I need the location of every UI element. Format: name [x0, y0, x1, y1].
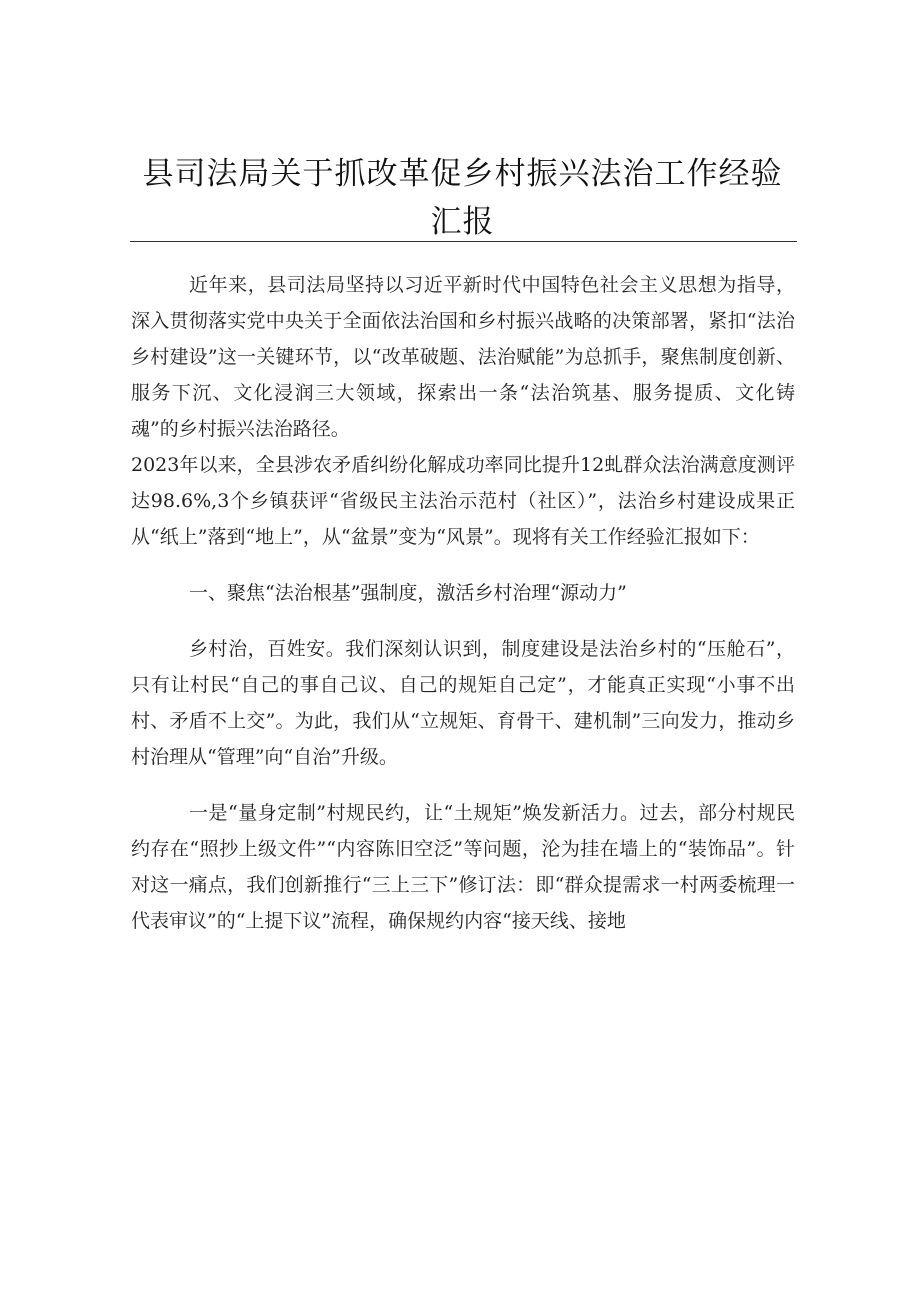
document-title: 县司法局关于抓改革促乡村振兴法治工作经验汇报 — [142, 156, 783, 240]
point-1-paragraph: 一是“量身定制”村规民约，让“土规矩”焕发新活力。过去，部分村规民约存在“照抄上级文件”“内容陈旧空泛”等问题，沦为挂在墙上的“装饰品”。针对这一痛点，我们创新推行“三上三下”修订法：即“群众提需求一村两委梳理一代表审议”的“上提下议”流程，确保规约内容“接天线、接地 — [131, 802, 795, 932]
section-1-paragraph: 乡村治，百姓安。我们深刻认识到，制度建设是法治乡村的“压舱石”，只有让村民“自己的事自己议、自己的规矩自己定”，才能真正实现“小事不出村、矛盾不上交”。为此，我们从“立规矩、育骨干、建机制”三向发力，推动乡村治理从“管理”向“自治”升级。 — [131, 638, 795, 768]
title-underline — [130, 241, 797, 242]
results-paragraph: 2023年以来，全县涉农矛盾纠纷化解成功率同比提升12虬群众法治满意度测评达98.6%,3个乡镇获评“省级民主法治示范村（社区）”，法治乡村建设成果正从“纸上”落到“地上”，从“盆景”变为“风景”。现将有关工作经验汇报如下： — [131, 454, 795, 548]
document-body — [131, 267, 795, 939]
intro-paragraph: 近年来，县司法局坚持以习近平新时代中国特色社会主义思想为指导，深入贯彻落实党中央关于全面依法治国和乡村振兴战略的决策部署，紧扣“法治乡村建设”这一关键环节，以“改革破题、法治赋能”为总抓手，聚焦制度创新、服务下沉、文化浸润三大领域，探索出一条“法治筑基、服务提质、文化铸魂”的乡村振兴法治路径。 — [131, 274, 795, 440]
section-heading-1: 一、聚焦“法治根基”强制度，激活乡村治理“源动力” — [189, 582, 627, 604]
